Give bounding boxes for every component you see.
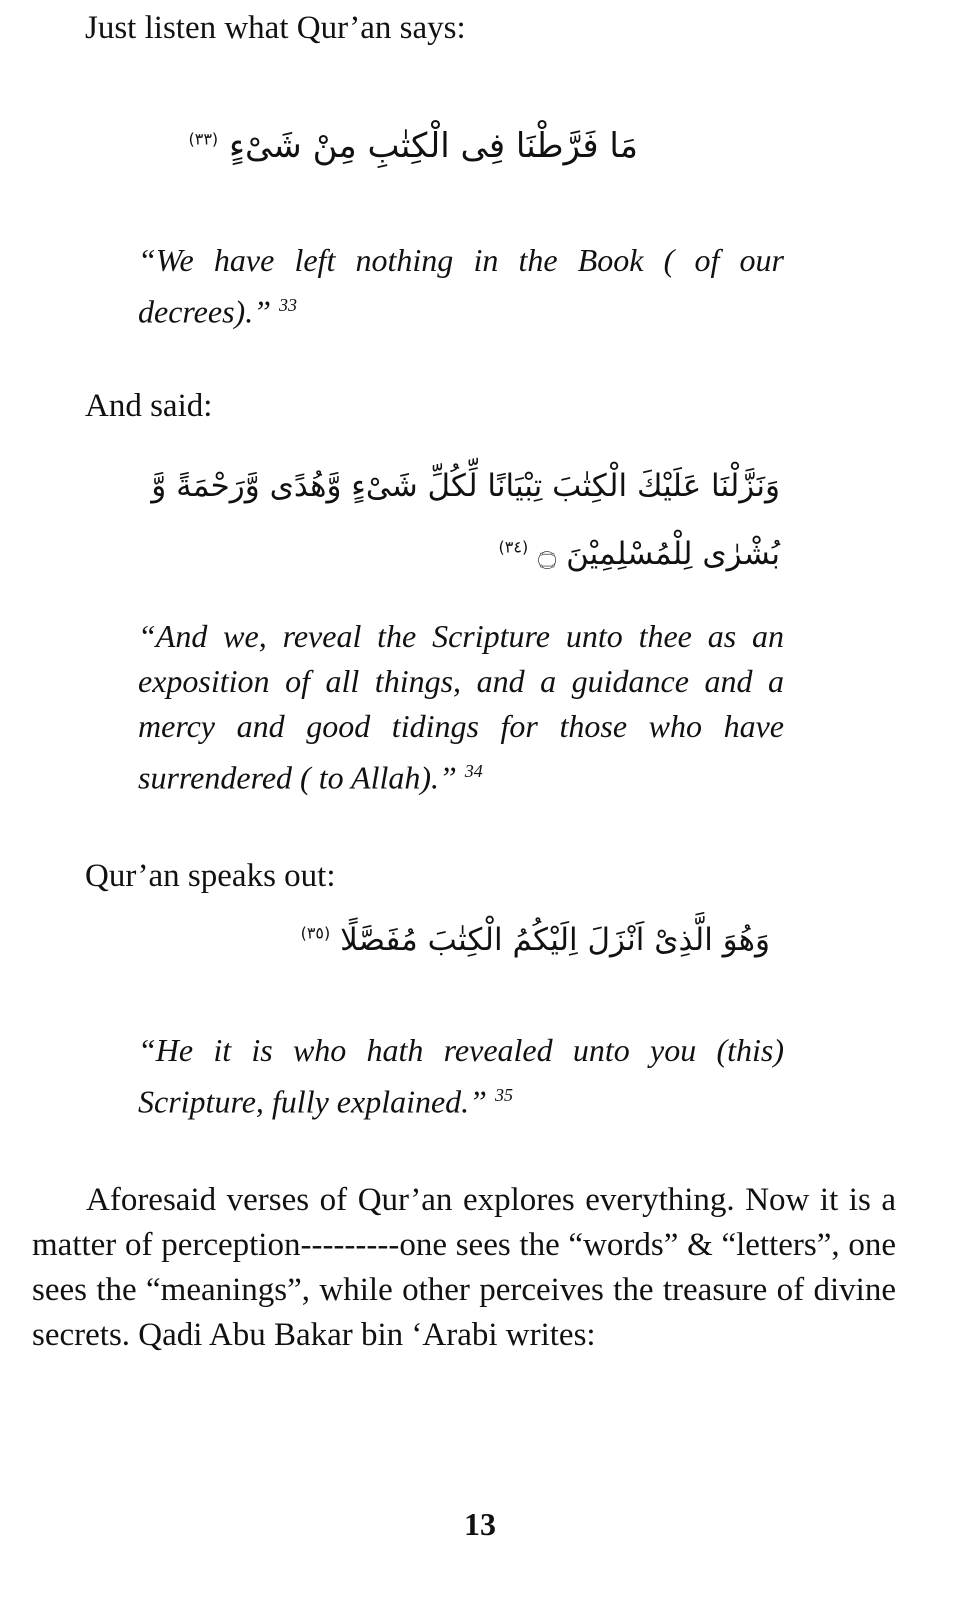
arabic-verse-3 (301, 922, 770, 958)
arabic-verse-1-ref: (٣٣) (188, 129, 219, 149)
intro-line-1: Just listen what Qur’an says: (85, 10, 466, 46)
arabic-verse-1 (188, 126, 638, 166)
footnote-ref-35: 35 (494, 1085, 513, 1105)
translation-1-text: “We have left nothing in the Book ( of our decrees).” (138, 242, 784, 330)
arabic-verse-2-line-1: وَنَزَّلْنَا عَلَيْكَ الْكِتٰبَ تِبْيَانًا لِّكُلِّ شَىْءٍ وَّهُدًى وَّرَحْمَةً وَّ (151, 468, 780, 504)
body-paragraph: Aforesaid verses of Qur’an explores everything. Now it is a matter of perception---------one sees the “words” & “letters”, one sees the “meanings”, while other perceives the treasure of divine secrets. Qadi Abu Bakar bin ‘Arabi writes: (32, 1182, 896, 1353)
translation-2 (138, 614, 784, 801)
footnote-ref-33: 33 (278, 295, 297, 315)
arabic-verse-3-text: وَهُوَ الَّذِىْ اَنْزَلَ اِلَيْكُمُ الْكِتٰبَ مُفَصَّلًا (340, 922, 770, 958)
arabic-verse-3-ref: (٣٥) (300, 923, 331, 943)
translation-3-text: “He it is who hath revealed unto you (this) Scripture, fully explained.” (138, 1032, 784, 1120)
arabic-verse-2-line-2 (499, 536, 781, 572)
translation-1 (138, 238, 784, 335)
intro-line-2: And said: (85, 388, 213, 424)
translation-3 (138, 1028, 784, 1125)
translation-2-text: “And we, reveal the Scripture unto thee as an exposition of all things, and a guidance and a mercy and good tidings for those who have surrendered ( to Allah).” (138, 618, 784, 796)
intro-line-3: Qur’an speaks out: (85, 858, 336, 894)
arabic-verse-2-ref: (٣٤) (498, 537, 529, 557)
page-number: 13 (464, 1506, 496, 1542)
arabic-verse-1-text: مَا فَرَّطْنَا فِى الْكِتٰبِ مِنْ شَىْءٍ (228, 126, 638, 166)
arabic-verse-2-line-2-text: بُشْرٰى لِلْمُسْلِمِيْنَ ۝ (538, 536, 780, 572)
footnote-ref-34: 34 (464, 761, 483, 781)
